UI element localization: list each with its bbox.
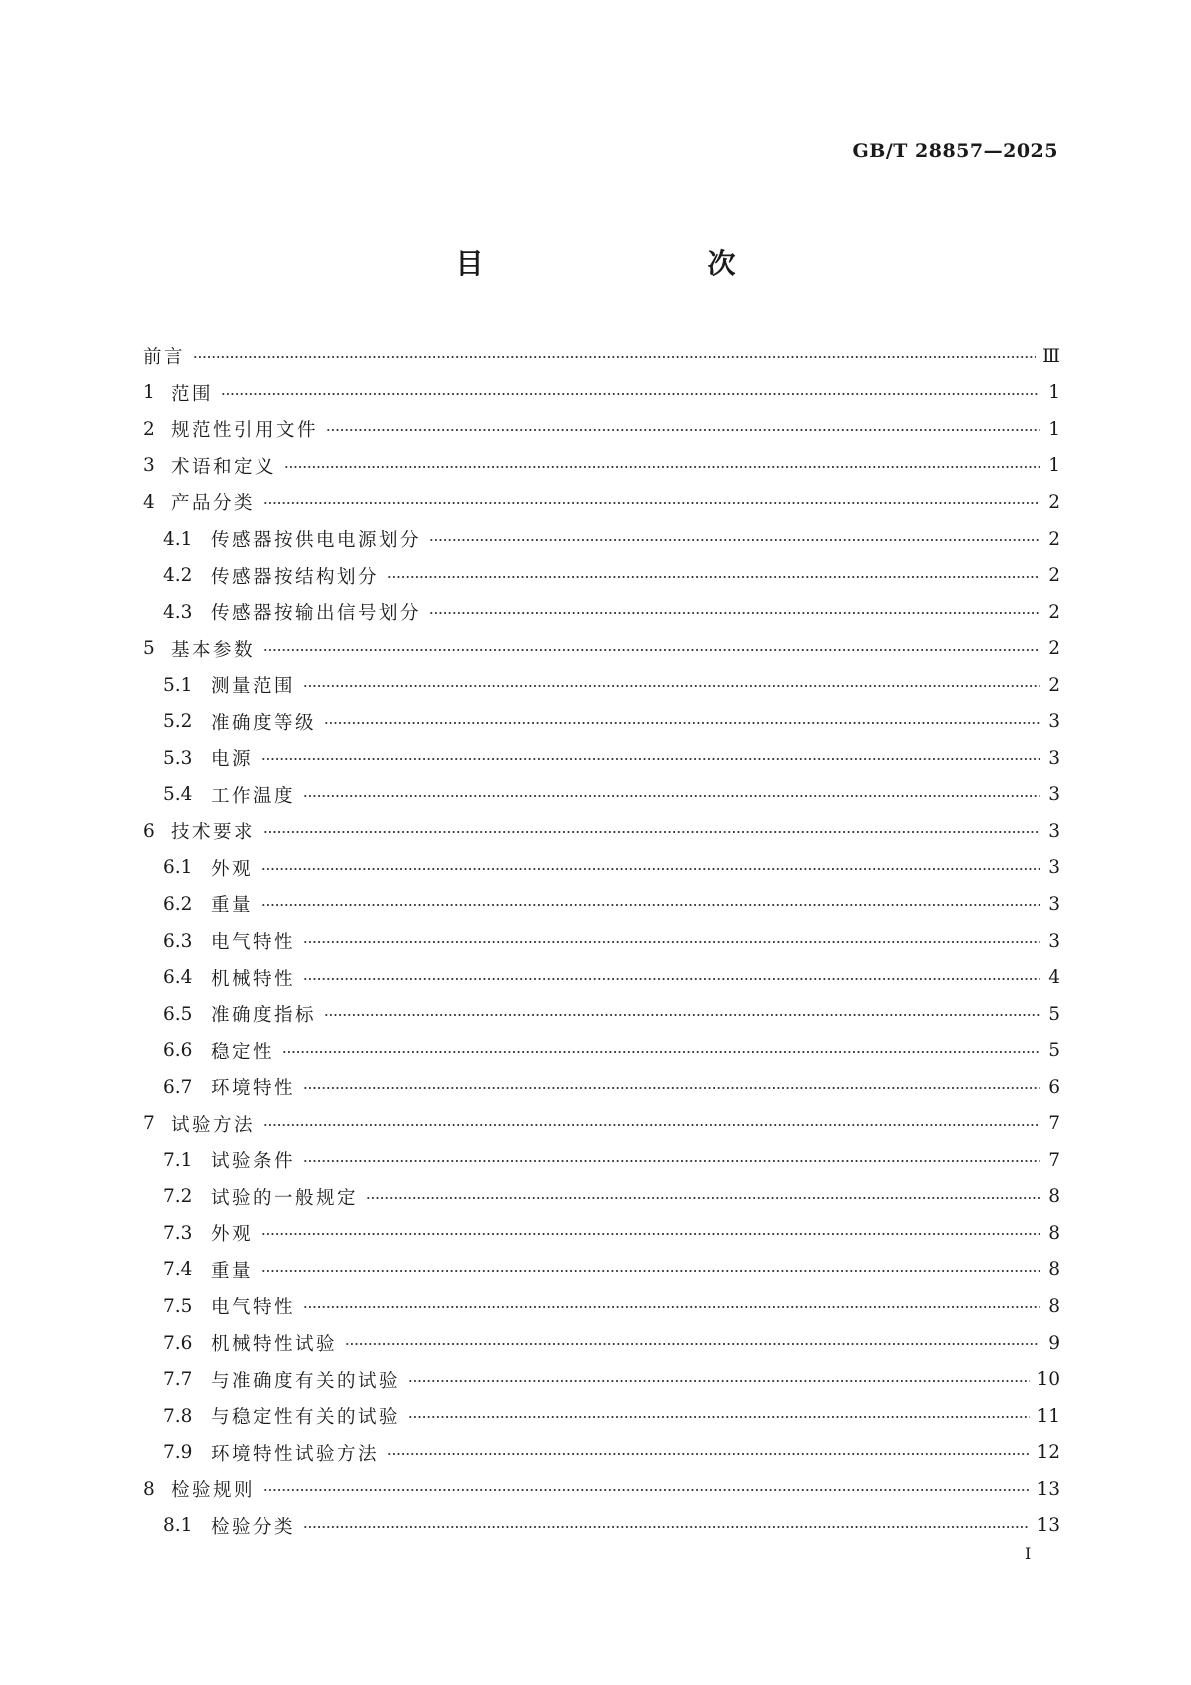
toc-entry-number: 6 — [143, 820, 155, 842]
toc-entry[interactable] — [143, 1288, 1060, 1325]
dot-leader — [263, 1489, 1030, 1491]
toc-entry-page: 3 — [1048, 711, 1060, 733]
toc-entry[interactable] — [143, 703, 1060, 740]
toc-entry[interactable] — [143, 923, 1060, 960]
toc-entry-title: 测量范围 — [211, 676, 296, 698]
toc-entry-page: 9 — [1048, 1332, 1060, 1354]
toc-entry-page: 2 — [1048, 491, 1060, 513]
toc-entry-page: 5 — [1048, 1003, 1060, 1025]
toc-entry-number: 7.6 — [163, 1332, 193, 1354]
toc-entry-number: 8.1 — [163, 1515, 193, 1537]
toc-entry-page: 3 — [1048, 784, 1060, 806]
toc-entry-title: 试验条件 — [211, 1151, 296, 1173]
dot-leader — [303, 685, 1040, 687]
dot-leader — [193, 356, 1036, 358]
toc-entry-number: 7.1 — [163, 1149, 193, 1171]
toc-entry-page: 3 — [1048, 820, 1060, 842]
toc-entry-number: 6.3 — [163, 930, 193, 952]
toc-entry[interactable] — [143, 338, 1060, 375]
dot-leader — [303, 978, 1040, 980]
toc-entry[interactable] — [143, 667, 1060, 704]
toc-entry-number: 6.7 — [163, 1076, 193, 1098]
toc-entry[interactable] — [143, 594, 1060, 631]
toc-entry-number: 7.2 — [163, 1186, 193, 1208]
page-number: I — [1025, 1544, 1032, 1563]
toc-entry-title: 检验分类 — [211, 1516, 296, 1538]
toc-entry-title: 术语和定义 — [171, 456, 277, 478]
toc-entry-page: 7 — [1048, 1113, 1060, 1135]
toc-entry-title: 外观 — [211, 1224, 254, 1246]
toc-entry-page: 13 — [1036, 1478, 1060, 1500]
toc-entry-number: 5.1 — [163, 674, 193, 696]
toc-entry-number: 6.1 — [163, 857, 193, 879]
toc-entry-page: 8 — [1048, 1222, 1060, 1244]
toc-entry-title: 检验规则 — [171, 1480, 256, 1502]
toc-entry-page: 2 — [1048, 674, 1060, 696]
dot-leader — [263, 1124, 1040, 1126]
toc-entry-page: 2 — [1048, 601, 1060, 623]
toc-entry-page: 2 — [1048, 565, 1060, 587]
dot-leader — [261, 758, 1040, 760]
dot-leader — [303, 941, 1040, 943]
toc-entry-title: 范围 — [171, 383, 214, 405]
toc-entry-number: 5.2 — [163, 711, 193, 733]
toc-entry-title: 前言 — [143, 347, 186, 369]
toc-entry-page: 6 — [1048, 1076, 1060, 1098]
toc-entry-number: 8 — [143, 1478, 155, 1500]
toc-entry-number: 1 — [143, 382, 155, 404]
toc-entry[interactable] — [143, 1215, 1060, 1252]
dot-leader — [263, 831, 1040, 833]
toc-entry-number: 4.3 — [163, 601, 193, 623]
dot-leader — [387, 576, 1040, 578]
toc-entry-page: 3 — [1048, 747, 1060, 769]
toc-entry-page: Ⅲ — [1042, 345, 1060, 367]
toc-entry-number: 2 — [143, 418, 155, 440]
dot-leader — [261, 904, 1040, 906]
dot-leader — [221, 393, 1040, 395]
toc-entry-title: 准确度等级 — [211, 712, 317, 734]
toc-entry-page: 7 — [1048, 1149, 1060, 1171]
toc-entry-number: 7.8 — [163, 1405, 193, 1427]
toc-entry[interactable] — [143, 777, 1060, 814]
dot-leader — [387, 1453, 1030, 1455]
toc-entry-page: 3 — [1048, 893, 1060, 915]
toc-entry-page: 5 — [1048, 1040, 1060, 1062]
dot-leader — [429, 612, 1040, 614]
toc-entry-page: 8 — [1048, 1295, 1060, 1317]
toc-entry-title: 外观 — [211, 858, 254, 880]
toc-entry-title: 准确度指标 — [211, 1005, 317, 1027]
toc-entry-title: 电气特性 — [211, 932, 296, 954]
toc-entry[interactable] — [143, 1471, 1060, 1508]
dot-leader — [303, 1306, 1040, 1308]
toc-entry-number: 5 — [143, 638, 155, 660]
toc-entry-page: 4 — [1048, 967, 1060, 989]
toc-entry-title: 传感器按输出信号划分 — [211, 603, 422, 625]
toc-entry-number: 6.4 — [163, 967, 193, 989]
toc-entry[interactable] — [143, 1142, 1060, 1179]
table-of-contents — [143, 338, 1060, 1544]
toc-entry[interactable] — [143, 1398, 1060, 1435]
toc-entry[interactable] — [143, 1069, 1060, 1106]
toc-entry-page: 10 — [1036, 1369, 1060, 1391]
toc-entry-title: 基本参数 — [171, 639, 256, 661]
toc-entry-number: 3 — [143, 455, 155, 477]
document-code: GB/T 28857—2025 — [852, 140, 1058, 162]
toc-entry-number: 4.1 — [163, 528, 193, 550]
toc-entry-page: 2 — [1048, 528, 1060, 550]
toc-entry-title: 电气特性 — [211, 1297, 296, 1319]
dot-leader — [345, 1343, 1040, 1345]
toc-entry-page: 2 — [1048, 638, 1060, 660]
toc-entry-number: 4.2 — [163, 565, 193, 587]
toc-entry[interactable] — [143, 1179, 1060, 1216]
toc-entry[interactable] — [143, 850, 1060, 887]
toc-entry-number: 7.4 — [163, 1259, 193, 1281]
toc-entry[interactable] — [143, 484, 1060, 521]
toc-entry-title: 与稳定性有关的试验 — [211, 1407, 401, 1429]
toc-entry-title: 试验的一般规定 — [211, 1187, 359, 1209]
dot-leader — [303, 795, 1040, 797]
toc-entry-number: 7.5 — [163, 1295, 193, 1317]
toc-entry-page: 11 — [1036, 1405, 1060, 1427]
toc-entry-page: 13 — [1036, 1515, 1060, 1537]
toc-entry-page: 8 — [1048, 1186, 1060, 1208]
toc-entry-page: 1 — [1048, 382, 1060, 404]
dot-leader — [282, 1051, 1040, 1053]
dot-leader — [261, 868, 1040, 870]
toc-entry[interactable] — [143, 886, 1060, 923]
toc-entry-number: 4 — [143, 491, 155, 513]
toc-entry-title: 重量 — [211, 895, 254, 917]
toc-entry[interactable] — [143, 1032, 1060, 1069]
page-title: 目 次 — [455, 247, 792, 280]
toc-entry-title: 机械特性 — [211, 968, 296, 990]
dot-leader — [263, 649, 1040, 651]
toc-entry-title: 产品分类 — [171, 493, 256, 515]
toc-entry[interactable] — [143, 1325, 1060, 1362]
toc-entry[interactable] — [143, 1105, 1060, 1142]
toc-entry-number: 5.3 — [163, 747, 193, 769]
dot-leader — [303, 1087, 1040, 1089]
dot-leader — [408, 1380, 1030, 1382]
toc-entry-title: 机械特性试验 — [211, 1334, 338, 1356]
toc-entry[interactable] — [143, 448, 1060, 485]
dot-leader — [366, 1197, 1040, 1199]
toc-entry[interactable] — [143, 557, 1060, 594]
toc-entry[interactable] — [143, 1252, 1060, 1289]
toc-entry-number: 7.3 — [163, 1222, 193, 1244]
dot-leader — [261, 1270, 1040, 1272]
toc-entry-page: 1 — [1048, 455, 1060, 477]
toc-entry-number: 6.6 — [163, 1040, 193, 1062]
toc-entry-number: 7.9 — [163, 1442, 193, 1464]
toc-entry-number: 5.4 — [163, 784, 193, 806]
toc-entry-title: 电源 — [211, 749, 254, 771]
toc-entry-title: 技术要求 — [171, 822, 256, 844]
toc-entry-title: 传感器按结构划分 — [211, 566, 380, 588]
toc-entry[interactable] — [143, 375, 1060, 412]
toc-entry-number: 6.5 — [163, 1003, 193, 1025]
dot-leader — [408, 1416, 1030, 1418]
dot-leader — [261, 1233, 1040, 1235]
toc-entry-title: 稳定性 — [211, 1041, 275, 1063]
toc-entry-page: 3 — [1048, 857, 1060, 879]
toc-entry-page: 3 — [1048, 930, 1060, 952]
toc-entry-title: 工作温度 — [211, 785, 296, 807]
toc-entry[interactable] — [143, 1361, 1060, 1398]
toc-entry-page: 12 — [1036, 1442, 1060, 1464]
toc-entry[interactable] — [143, 996, 1060, 1033]
dot-leader — [326, 429, 1040, 431]
toc-entry[interactable] — [143, 521, 1060, 558]
toc-entry-title: 环境特性试验方法 — [211, 1443, 380, 1465]
toc-entry-title: 规范性引用文件 — [171, 420, 319, 442]
toc-entry-page: 1 — [1048, 418, 1060, 440]
toc-entry-number: 7 — [143, 1113, 155, 1135]
toc-entry[interactable] — [143, 630, 1060, 667]
dot-leader — [303, 1160, 1040, 1162]
toc-entry[interactable] — [143, 1508, 1060, 1545]
toc-entry-number: 7.7 — [163, 1369, 193, 1391]
toc-entry-number: 6.2 — [163, 893, 193, 915]
toc-entry-title: 传感器按供电电源划分 — [211, 530, 422, 551]
dot-leader — [324, 1014, 1040, 1016]
toc-entry[interactable] — [143, 813, 1060, 850]
toc-entry[interactable] — [143, 740, 1060, 777]
toc-entry-title: 环境特性 — [211, 1078, 296, 1100]
toc-entry[interactable] — [143, 1434, 1060, 1471]
toc-entry-page: 8 — [1048, 1259, 1060, 1281]
toc-entry[interactable] — [143, 959, 1060, 996]
dot-leader — [324, 722, 1040, 724]
dot-leader — [303, 1526, 1030, 1528]
dot-leader — [284, 466, 1040, 468]
toc-entry-title: 与准确度有关的试验 — [211, 1370, 401, 1392]
toc-entry-title: 试验方法 — [171, 1114, 256, 1136]
dot-leader — [263, 502, 1040, 504]
dot-leader — [429, 539, 1040, 541]
toc-entry[interactable] — [143, 411, 1060, 448]
toc-entry-title: 重量 — [211, 1260, 254, 1282]
